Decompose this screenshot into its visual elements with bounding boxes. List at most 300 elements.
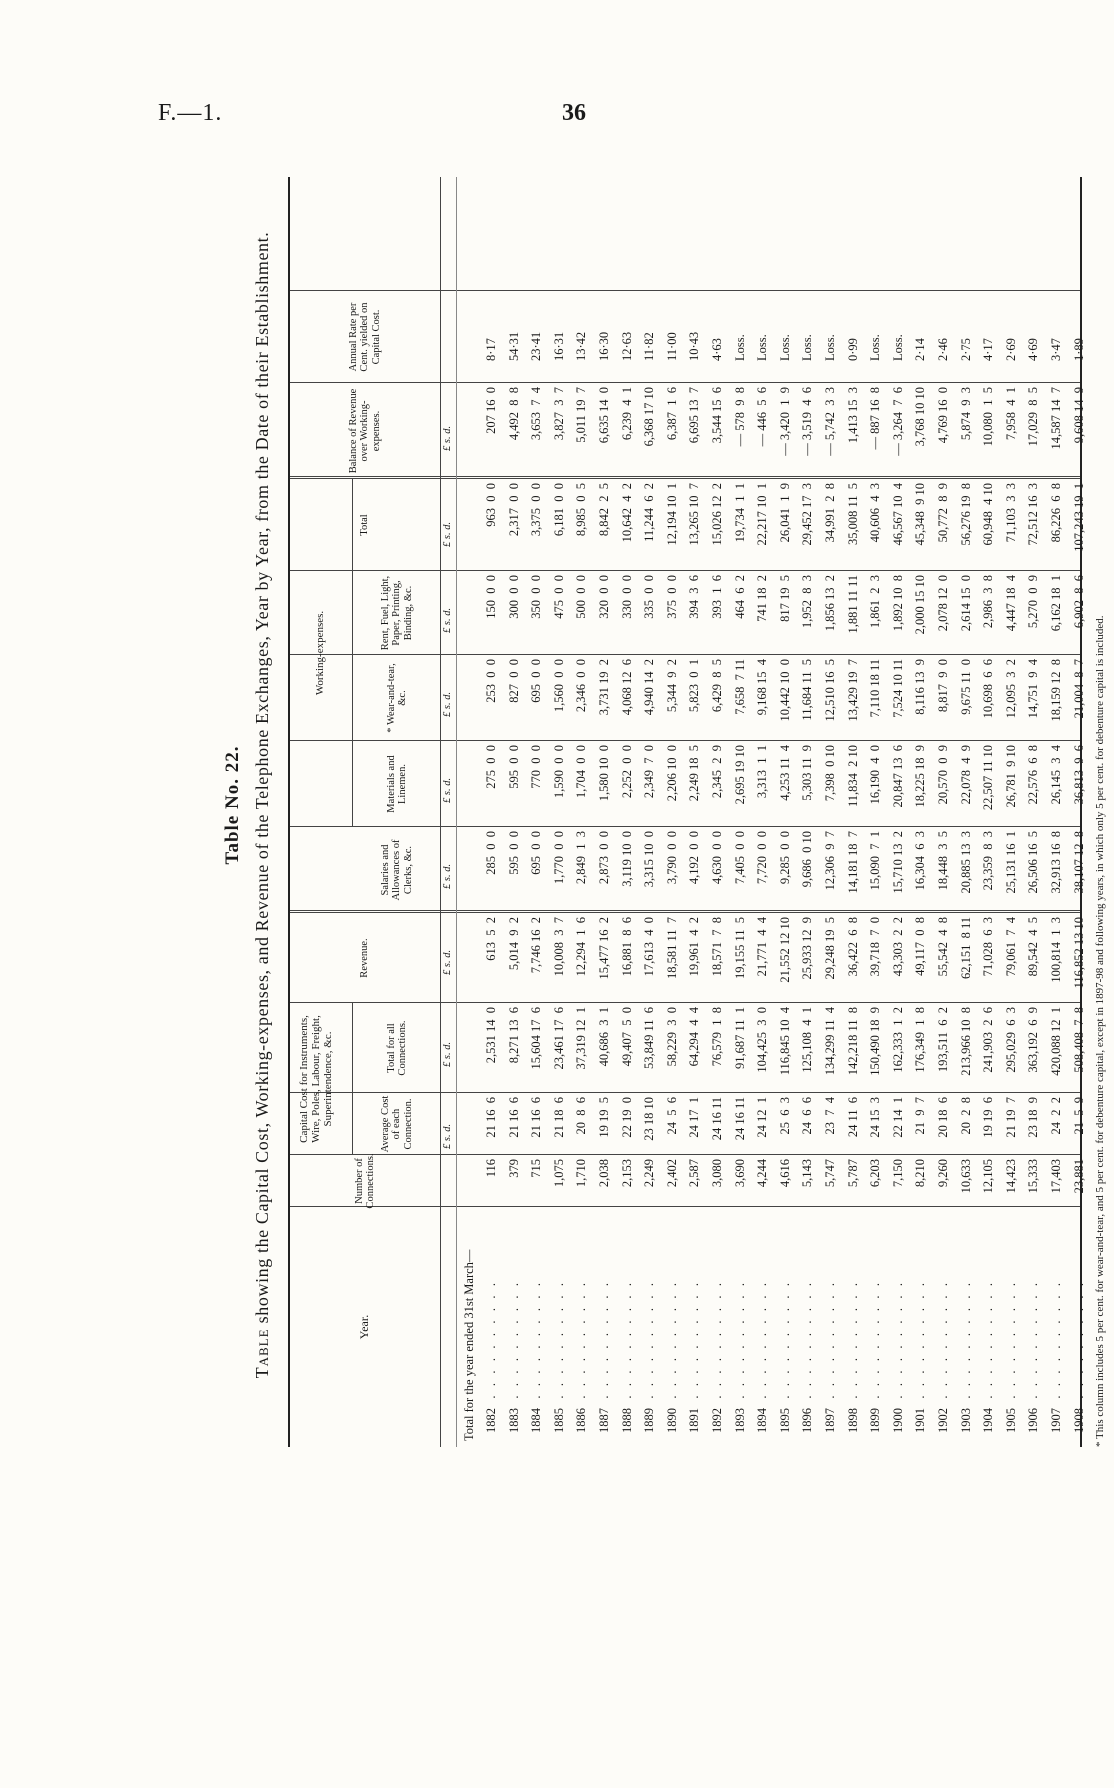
balance-cell: 6,635 14 0 bbox=[597, 387, 611, 444]
revenue-cell: 18,581 11 7 bbox=[664, 917, 679, 980]
salaries-cell: 16,304 6 3 bbox=[913, 831, 928, 891]
salaries-cell: 38,107 12 8 bbox=[1071, 831, 1086, 894]
average-cost-cell: 20 8 6 bbox=[574, 1097, 589, 1135]
header-capital-group: Capital Cost for Instruments, Wire, Poles, Labour, Freight, Superintendence, &c. bbox=[298, 1015, 334, 1143]
rent-cell: 1,856 13 2 bbox=[823, 575, 837, 632]
revenue-cell: 29,248 19 5 bbox=[823, 917, 837, 980]
unit-wear: £ s. d. bbox=[442, 691, 453, 717]
rate-cell: Loss. bbox=[890, 334, 905, 361]
average-cost-cell: 20 2 8 bbox=[958, 1097, 973, 1135]
materials-cell: 22,507 11 10 bbox=[981, 745, 996, 811]
wear-cell: 7,658 7 11 bbox=[732, 659, 747, 715]
revenue-cell: 36,422 6 8 bbox=[845, 917, 860, 977]
average-cost-cell: 24 2 2 bbox=[1049, 1097, 1063, 1135]
connections-cell: 17,403 bbox=[1049, 1159, 1063, 1194]
balance-cell: 3,768 10 10 bbox=[913, 387, 928, 447]
balance-cell: 6,695 13 7 bbox=[687, 387, 702, 444]
unit-rent: £ s. d. bbox=[442, 607, 453, 633]
total-cell: 40,606 4 3 bbox=[868, 483, 883, 543]
total-all-cell: 420,088 12 1 bbox=[1049, 1007, 1063, 1076]
total-all-cell: 142,218 11 8 bbox=[845, 1007, 860, 1076]
rate-cell: 4·69 bbox=[1026, 338, 1041, 361]
materials-cell: 20,570 0 9 bbox=[936, 745, 950, 805]
connections-cell: 2,153 bbox=[619, 1159, 634, 1188]
total-all-cell: 193,511 6 2 bbox=[936, 1007, 950, 1073]
table-row bbox=[776, 177, 795, 1447]
connections-cell: 4,244 bbox=[755, 1159, 770, 1188]
rent-cell: 4,447 18 4 bbox=[1003, 575, 1018, 632]
connections-cell: 5,143 bbox=[800, 1159, 815, 1188]
balance-cell: 6,387 1 6 bbox=[664, 387, 679, 441]
salaries-cell: 3,790 0 0 bbox=[664, 831, 679, 885]
total-cell: 45,348 9 10 bbox=[913, 483, 928, 546]
total-cell: 19,734 1 1 bbox=[732, 483, 747, 543]
total-all-cell: 23,461 17 6 bbox=[551, 1007, 566, 1070]
total-all-cell: 37,319 12 1 bbox=[574, 1007, 589, 1070]
revenue-cell: 12,294 1 6 bbox=[574, 917, 589, 977]
balance-cell: — 3,420 1 9 bbox=[777, 387, 792, 456]
salaries-cell: 3,119 10 0 bbox=[619, 831, 634, 887]
rate-cell: 54·31 bbox=[506, 331, 521, 361]
materials-cell: 2,349 7 0 bbox=[642, 745, 657, 799]
header-salaries: Salaries and Allowances of Clerks, &c. bbox=[379, 839, 414, 901]
salaries-cell: 9,686 0 10 bbox=[800, 831, 815, 888]
materials-cell: 20,847 13 6 bbox=[890, 745, 905, 808]
revenue-cell: 19,961 4 2 bbox=[687, 917, 702, 977]
rent-cell: 320 0 0 bbox=[597, 575, 611, 619]
rent-cell: 1,952 8 3 bbox=[800, 575, 815, 629]
rent-cell: 1,892 10 8 bbox=[890, 575, 905, 632]
balance-cell: 3,653 7 4 bbox=[529, 387, 544, 441]
revenue-cell: 16,881 8 6 bbox=[619, 917, 634, 977]
average-cost-cell: 24 12 1 bbox=[755, 1097, 770, 1138]
average-cost-cell: 24 16 11 bbox=[732, 1097, 747, 1141]
average-cost-cell: 21 18 6 bbox=[551, 1097, 566, 1138]
rate-cell: 2·69 bbox=[1003, 338, 1018, 361]
average-cost-cell: 21 9 7 bbox=[913, 1097, 928, 1135]
connections-cell: 6,203 bbox=[868, 1159, 883, 1188]
rent-cell: 150 0 0 bbox=[484, 575, 498, 619]
connections-cell: 5,747 bbox=[823, 1159, 837, 1188]
balance-cell: 17,029 8 5 bbox=[1026, 387, 1041, 447]
year-cell: 1888 . . . . . . . . . . bbox=[619, 1283, 634, 1433]
salaries-cell: 7,720 0 0 bbox=[755, 831, 770, 885]
average-cost-cell: 21 16 6 bbox=[506, 1097, 521, 1138]
materials-cell: 26,781 9 10 bbox=[1003, 745, 1018, 808]
total-all-cell: 134,299 11 4 bbox=[823, 1007, 837, 1076]
materials-cell: 26,145 3 4 bbox=[1049, 745, 1063, 805]
connections-cell: 2,402 bbox=[664, 1159, 679, 1188]
rate-cell: 11·82 bbox=[642, 332, 657, 361]
year-cell: 1889 . . . . . . . . . . bbox=[642, 1283, 657, 1433]
table-row bbox=[482, 177, 501, 1447]
table-row bbox=[685, 177, 704, 1447]
salaries-cell: 9,285 0 0 bbox=[777, 831, 792, 885]
salaries-cell: 26,506 16 5 bbox=[1026, 831, 1041, 894]
average-cost-cell: 21 16 6 bbox=[529, 1097, 544, 1138]
total-all-cell: 508,408 7 8 bbox=[1071, 1007, 1086, 1073]
header-rate: Annual Rate per Cent. yielded on Capital Cost. bbox=[347, 302, 382, 372]
total-cell: 13,265 10 7 bbox=[687, 483, 702, 546]
unit-balance: £ s. d. bbox=[442, 425, 453, 451]
rent-cell: 1,881 11 11 bbox=[845, 575, 860, 634]
header-working-group: Working-expenses. bbox=[314, 610, 326, 696]
rent-cell: 375 0 0 bbox=[664, 575, 679, 619]
total-all-cell: 125,108 4 1 bbox=[800, 1007, 815, 1073]
year-cell: 1903 . . . . . . . . . . bbox=[958, 1283, 973, 1433]
year-cell: 1907 . . . . . . . . . . bbox=[1049, 1283, 1063, 1433]
year-cell: 1897 . . . . . . . . . . bbox=[823, 1283, 837, 1433]
connections-cell: 12,105 bbox=[981, 1159, 996, 1194]
total-all-cell: 58,229 3 0 bbox=[664, 1007, 679, 1067]
materials-cell: 7,398 0 10 bbox=[823, 745, 837, 802]
average-cost-cell: 23 7 4 bbox=[823, 1097, 837, 1135]
rent-cell: 300 0 0 bbox=[506, 575, 521, 619]
rent-cell: 5,270 0 9 bbox=[1026, 575, 1041, 629]
header-balance: Balance of Revenue over Working-expenses. bbox=[347, 388, 382, 474]
rate-cell: Loss. bbox=[732, 334, 747, 361]
connections-cell: 5,787 bbox=[845, 1159, 860, 1188]
revenue-cell: 15,477 16 2 bbox=[597, 917, 611, 980]
salaries-cell: 25,131 16 1 bbox=[1003, 831, 1018, 894]
header-average-cost: Average Cost of each Connection. bbox=[379, 1095, 414, 1153]
wear-cell: 8,817 9 0 bbox=[936, 659, 950, 713]
total-row-label: Total for the year ended 31st March— bbox=[462, 1249, 476, 1441]
table-row bbox=[550, 177, 569, 1447]
total-all-cell: 53,849 11 6 bbox=[642, 1007, 657, 1070]
rate-cell: 13·42 bbox=[574, 331, 589, 361]
rate-cell: 1·89 bbox=[1071, 338, 1086, 361]
wear-cell: 3,731 19 2 bbox=[597, 659, 611, 716]
wear-cell: 14,751 9 4 bbox=[1026, 659, 1041, 719]
wear-cell: 6,429 8 5 bbox=[710, 659, 724, 713]
rate-cell: 8·17 bbox=[484, 338, 498, 361]
rent-cell: 335 0 0 bbox=[642, 575, 657, 619]
table-row bbox=[934, 177, 953, 1447]
year-cell: 1884 . . . . . . . . . . bbox=[529, 1283, 544, 1433]
year-cell: 1900 . . . . . . . . . . bbox=[890, 1283, 905, 1433]
balance-cell: — 578 9 8 bbox=[732, 387, 747, 447]
table-row bbox=[595, 177, 614, 1447]
rate-cell: 16·31 bbox=[551, 331, 566, 361]
connections-cell: 2,587 bbox=[687, 1159, 702, 1188]
total-cell: 2,317 0 0 bbox=[506, 483, 521, 537]
total-cell: 6,181 0 0 bbox=[551, 483, 566, 537]
materials-cell: 22,078 4 9 bbox=[958, 745, 973, 805]
total-cell: 26,041 1 9 bbox=[777, 483, 792, 543]
total-all-cell: 15,604 17 6 bbox=[529, 1007, 544, 1070]
rate-cell: 16·30 bbox=[597, 331, 611, 361]
wear-cell: 2,346 0 0 bbox=[574, 659, 589, 713]
rate-cell: Loss. bbox=[823, 334, 837, 361]
average-cost-cell: 24 6 6 bbox=[800, 1097, 815, 1135]
year-cell: 1899 . . . . . . . . . . bbox=[868, 1283, 883, 1433]
average-cost-cell: 21 19 7 bbox=[1003, 1097, 1018, 1138]
year-cell: 1885 . . . . . . . . . . bbox=[551, 1283, 566, 1433]
total-all-cell: 64,294 4 4 bbox=[687, 1007, 702, 1067]
wear-cell: 5,344 9 2 bbox=[664, 659, 679, 713]
balance-cell: — 3,519 4 6 bbox=[800, 387, 815, 456]
balance-cell: — 3,264 7 6 bbox=[890, 387, 905, 456]
wear-cell: 9,675 11 0 bbox=[958, 659, 973, 715]
rate-cell: 4·17 bbox=[981, 338, 996, 361]
rate-cell: 23·41 bbox=[529, 331, 544, 361]
wear-cell: 253 0 0 bbox=[484, 659, 498, 703]
wear-cell: 4,940 14 2 bbox=[642, 659, 657, 716]
total-all-cell: 295,029 6 3 bbox=[1003, 1007, 1018, 1073]
unit-salaries: £ s. d. bbox=[442, 863, 453, 889]
total-cell: 72,512 16 3 bbox=[1026, 483, 1041, 546]
total-cell: 15,026 12 2 bbox=[710, 483, 724, 546]
balance-cell: — 446 5 6 bbox=[755, 387, 770, 447]
average-cost-cell: 25 6 3 bbox=[777, 1097, 792, 1135]
table-caption bbox=[252, 155, 273, 1455]
year-cell: 1890 . . . . . . . . . . bbox=[664, 1283, 679, 1433]
wear-cell: 7,110 18 11 bbox=[868, 659, 883, 718]
revenue-cell: 39,718 7 0 bbox=[868, 917, 883, 977]
total-cell: 11,244 6 2 bbox=[642, 483, 657, 542]
total-cell: 22,217 10 1 bbox=[755, 483, 770, 546]
connections-cell: 1,075 bbox=[551, 1159, 566, 1188]
revenue-cell: 17,613 4 0 bbox=[642, 917, 657, 977]
connections-cell: 3,080 bbox=[710, 1159, 724, 1188]
table-number: Table No. 22. bbox=[222, 745, 243, 865]
total-all-cell: 213,966 10 8 bbox=[958, 1007, 973, 1076]
table-row bbox=[979, 177, 998, 1447]
balance-cell: — 887 16 8 bbox=[868, 387, 883, 450]
materials-cell: 36,813 9 6 bbox=[1071, 745, 1086, 805]
average-cost-cell: 23 18 9 bbox=[1026, 1097, 1041, 1138]
wear-cell: 11,684 11 5 bbox=[800, 659, 815, 721]
revenue-cell: 71,028 6 3 bbox=[981, 917, 996, 977]
total-all-cell: 162,333 1 2 bbox=[890, 1007, 905, 1073]
total-cell: 107,243 19 1 bbox=[1071, 483, 1086, 552]
revenue-cell: 18,571 7 8 bbox=[710, 917, 724, 977]
data-table bbox=[288, 177, 1086, 1447]
total-all-cell: 363,192 6 9 bbox=[1026, 1007, 1041, 1073]
materials-cell: 11,834 2 10 bbox=[845, 745, 860, 808]
balance-cell: — 5,742 3 3 bbox=[823, 387, 837, 456]
wear-cell: 8,116 13 9 bbox=[913, 659, 928, 715]
average-cost-cell: 22 14 1 bbox=[890, 1097, 905, 1138]
total-cell: 46,567 10 4 bbox=[890, 483, 905, 546]
materials-cell: 18,225 18 9 bbox=[913, 745, 928, 808]
year-cell: 1882 . . . . . . . . . . bbox=[484, 1283, 498, 1433]
rate-cell: 2·14 bbox=[913, 338, 928, 361]
wear-cell: 12,095 3 2 bbox=[1003, 659, 1018, 719]
connections-cell: 23,881 bbox=[1071, 1159, 1086, 1194]
materials-cell: 2,695 19 10 bbox=[732, 745, 747, 805]
revenue-cell: 7,746 16 2 bbox=[529, 917, 544, 974]
balance-cell: 9,608 14 9 bbox=[1071, 387, 1086, 444]
balance-cell: 1,413 15 3 bbox=[845, 387, 860, 444]
revenue-cell: 19,155 11 5 bbox=[732, 917, 747, 980]
rent-cell: 2,614 15 0 bbox=[958, 575, 973, 632]
total-cell: 71,103 3 3 bbox=[1003, 483, 1018, 543]
average-cost-cell: 21 5 9 bbox=[1071, 1097, 1086, 1135]
revenue-cell: 49,117 0 8 bbox=[913, 917, 928, 976]
salaries-cell: 3,315 10 0 bbox=[642, 831, 657, 888]
salaries-cell: 4,630 0 0 bbox=[710, 831, 724, 885]
table-row bbox=[889, 177, 908, 1447]
connections-cell: 15,333 bbox=[1026, 1159, 1041, 1194]
header-revenue: Revenue. bbox=[359, 938, 371, 978]
connections-cell: 4,616 bbox=[777, 1159, 792, 1188]
total-label-row bbox=[460, 177, 479, 1447]
wear-cell: 7,524 10 11 bbox=[890, 659, 905, 718]
average-cost-cell: 19 19 6 bbox=[981, 1097, 996, 1138]
total-cell: 35,008 11 5 bbox=[845, 483, 860, 546]
rate-cell: Loss. bbox=[800, 334, 815, 361]
materials-cell: 2,252 0 0 bbox=[619, 745, 634, 799]
table-row bbox=[1002, 177, 1021, 1447]
total-all-cell: 150,490 18 9 bbox=[868, 1007, 883, 1076]
rate-cell: Loss. bbox=[777, 334, 792, 361]
salaries-cell: 12,306 9 7 bbox=[823, 831, 837, 891]
connections-cell: 2,249 bbox=[642, 1159, 657, 1188]
revenue-cell: 5,014 9 2 bbox=[506, 917, 521, 971]
year-cell: 1902 . . . . . . . . . . bbox=[936, 1283, 950, 1433]
connections-cell: 8,210 bbox=[913, 1159, 928, 1188]
rent-cell: 475 0 0 bbox=[551, 575, 566, 619]
rate-cell: 2·75 bbox=[958, 338, 973, 361]
unit-materials: £ s. d. bbox=[442, 777, 453, 803]
rotated-table-sheet bbox=[198, 155, 1106, 1455]
materials-cell: 275 0 0 bbox=[484, 745, 498, 789]
average-cost-cell: 24 11 6 bbox=[845, 1097, 860, 1138]
total-cell: 60,948 4 10 bbox=[981, 483, 996, 546]
materials-cell: 16,190 4 0 bbox=[868, 745, 883, 805]
average-cost-cell: 24 17 1 bbox=[687, 1097, 702, 1138]
balance-cell: 7,958 4 1 bbox=[1003, 387, 1018, 441]
header-connections: Number of Connections. bbox=[353, 1153, 376, 1209]
table-row bbox=[527, 177, 546, 1447]
rent-cell: 1,861 2 3 bbox=[868, 575, 883, 629]
year-cell: 1908 . . . . . . . . . . bbox=[1071, 1283, 1086, 1433]
header-rent: Rent, Fuel, Light, Paper, Printing, Binding, &c. bbox=[379, 575, 414, 651]
materials-cell: 3,313 1 1 bbox=[755, 745, 770, 799]
total-all-cell: 241,903 2 6 bbox=[981, 1007, 996, 1073]
table-row bbox=[957, 177, 976, 1447]
connections-cell: 10,633 bbox=[958, 1159, 973, 1194]
header-total: Total bbox=[359, 514, 371, 536]
table-row bbox=[911, 177, 930, 1447]
wear-cell: 1,560 0 0 bbox=[551, 659, 566, 713]
salaries-cell: 18,448 3 5 bbox=[936, 831, 950, 891]
connections-cell: 2,038 bbox=[597, 1159, 611, 1188]
salaries-cell: 595 0 0 bbox=[506, 831, 521, 875]
footnote: * This column includes 5 per cent. for wear-and-tear, and 5 per cent. for debenture capital, except in 1897-98 and following years, in which only 5 per cent. for debenture capital is included. bbox=[1094, 615, 1106, 1447]
year-cell: 1883 . . . . . . . . . . bbox=[506, 1283, 521, 1433]
table-row bbox=[844, 177, 863, 1447]
revenue-cell: 43,303 2 2 bbox=[890, 917, 905, 977]
revenue-cell: 100,814 1 3 bbox=[1049, 917, 1063, 983]
unit-total-all: £ s. d. bbox=[442, 1041, 453, 1067]
connections-cell: 379 bbox=[506, 1159, 521, 1178]
average-cost-cell: 24 15 3 bbox=[868, 1097, 883, 1138]
year-cell: 1904 . . . . . . . . . . bbox=[981, 1283, 996, 1433]
total-cell: 963 0 0 bbox=[484, 483, 498, 527]
total-cell: 8,842 2 5 bbox=[597, 483, 611, 537]
materials-cell: 5,303 11 9 bbox=[800, 745, 815, 801]
rent-cell: 2,078 12 0 bbox=[936, 575, 950, 632]
balance-cell: 207 16 0 bbox=[484, 387, 498, 434]
connections-cell: 7,150 bbox=[890, 1159, 905, 1188]
materials-cell: 1,704 0 0 bbox=[574, 745, 589, 799]
rent-cell: 393 1 6 bbox=[710, 575, 724, 619]
average-cost-cell: 20 18 6 bbox=[936, 1097, 950, 1138]
year-cell: 1892 . . . . . . . . . . bbox=[710, 1283, 724, 1433]
header-total-all: Total for all Connections. bbox=[385, 1020, 408, 1076]
salaries-cell: 14,181 18 7 bbox=[845, 831, 860, 894]
unit-revenue: £ s. d. bbox=[442, 949, 453, 975]
balance-cell: 6,239 4 1 bbox=[619, 387, 634, 441]
year-cell: 1901 . . . . . . . . . . bbox=[913, 1283, 928, 1433]
year-cell: 1896 . . . . . . . . . . bbox=[800, 1283, 815, 1433]
rate-cell: 2·46 bbox=[936, 338, 950, 361]
average-cost-cell: 19 19 5 bbox=[597, 1097, 611, 1138]
connections-cell: 715 bbox=[529, 1159, 544, 1178]
rate-cell: 11·00 bbox=[664, 332, 679, 361]
salaries-cell: 2,873 0 0 bbox=[597, 831, 611, 885]
connections-cell: 116 bbox=[484, 1159, 498, 1178]
wear-cell: 827 0 0 bbox=[506, 659, 521, 703]
header-wear: * Wear-and-tear, &c. bbox=[385, 663, 408, 733]
table-row bbox=[753, 177, 772, 1447]
table-row bbox=[663, 177, 682, 1447]
materials-cell: 1,590 0 0 bbox=[551, 745, 566, 799]
year-cell: 1891 . . . . . . . . . . bbox=[687, 1283, 702, 1433]
revenue-cell: 79,061 7 4 bbox=[1003, 917, 1018, 977]
materials-cell: 2,206 10 0 bbox=[664, 745, 679, 802]
table-row bbox=[821, 177, 840, 1447]
rent-cell: 2,000 15 10 bbox=[913, 575, 928, 635]
year-cell: 1887 . . . . . . . . . . bbox=[597, 1283, 611, 1433]
materials-cell: 22,576 6 8 bbox=[1026, 745, 1041, 805]
rent-cell: 741 18 2 bbox=[755, 575, 770, 622]
salaries-cell: 2,849 1 3 bbox=[574, 831, 589, 885]
unit-row bbox=[442, 177, 456, 1447]
rate-cell: Loss. bbox=[755, 334, 770, 361]
year-cell: 1905 . . . . . . . . . . bbox=[1003, 1283, 1018, 1433]
revenue-cell: 613 5 2 bbox=[484, 917, 498, 961]
total-all-cell: 49,407 5 0 bbox=[619, 1007, 634, 1067]
balance-cell: 4,492 8 8 bbox=[506, 387, 521, 441]
total-all-cell: 76,579 1 8 bbox=[710, 1007, 724, 1067]
revenue-cell: 21,552 12 10 bbox=[777, 917, 792, 983]
table-row bbox=[640, 177, 659, 1447]
rent-cell: 2,986 3 8 bbox=[981, 575, 996, 629]
salaries-cell: 15,710 13 2 bbox=[890, 831, 905, 894]
balance-cell: 5,011 19 7 bbox=[574, 387, 589, 443]
rate-cell: 4·63 bbox=[710, 338, 724, 361]
header-year: Year. bbox=[357, 1314, 372, 1340]
table-row bbox=[572, 177, 591, 1447]
table-row bbox=[731, 177, 750, 1447]
total-cell: 8,985 0 5 bbox=[574, 483, 589, 537]
salaries-cell: 32,913 16 8 bbox=[1049, 831, 1063, 894]
salaries-cell: 7,405 0 0 bbox=[732, 831, 747, 885]
materials-cell: 2,249 18 5 bbox=[687, 745, 702, 802]
materials-cell: 595 0 0 bbox=[506, 745, 521, 789]
year-cell: 1895 . . . . . . . . . . bbox=[777, 1283, 792, 1433]
wear-cell: 12,510 16 5 bbox=[823, 659, 837, 722]
revenue-cell: 21,771 4 4 bbox=[755, 917, 770, 977]
table-row bbox=[1047, 177, 1066, 1447]
total-all-cell: 2,531 14 0 bbox=[484, 1007, 498, 1064]
table-row bbox=[708, 177, 727, 1447]
connections-cell: 14,423 bbox=[1003, 1159, 1018, 1194]
